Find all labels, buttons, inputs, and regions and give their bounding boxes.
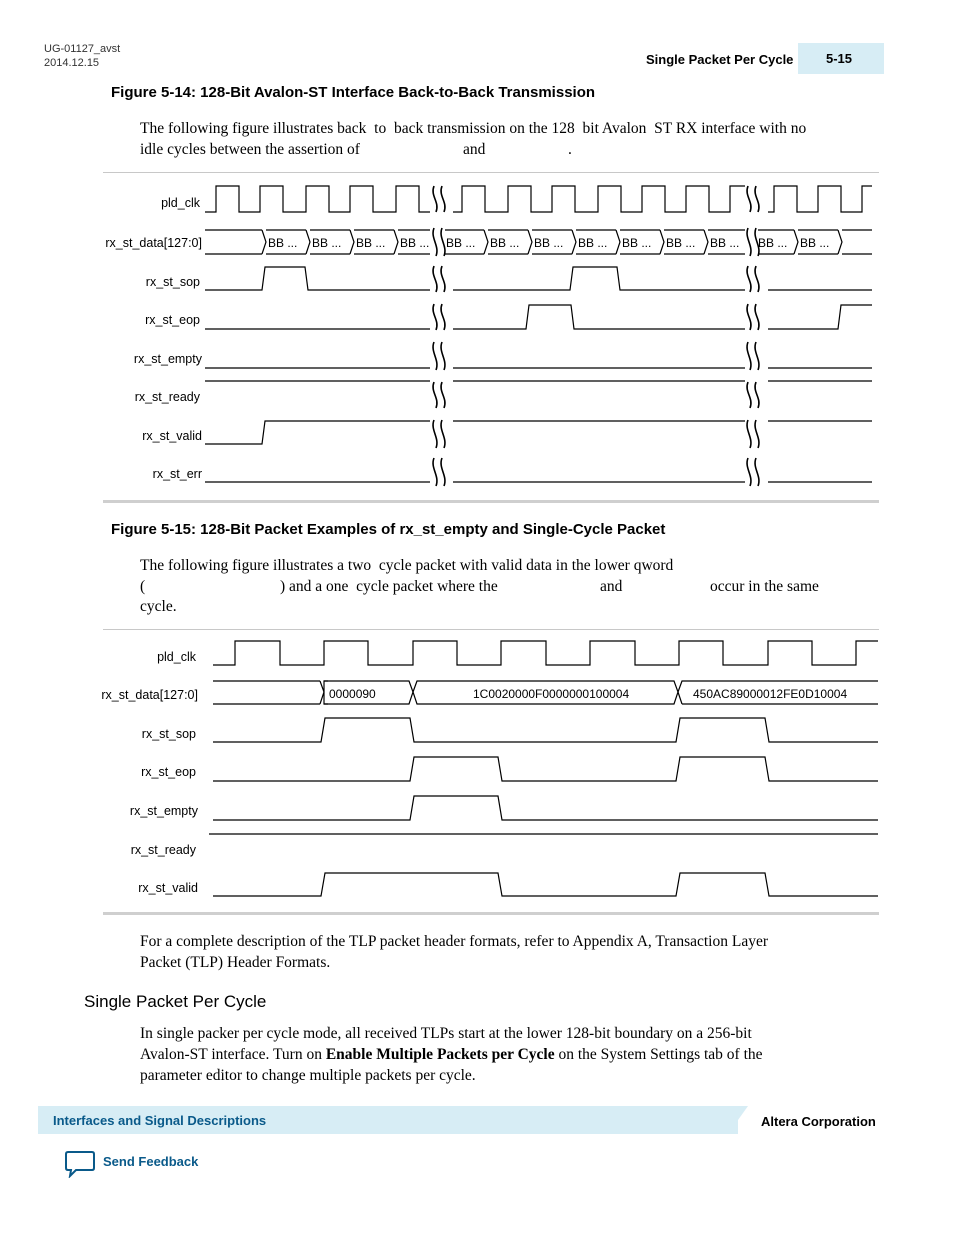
figure-caption-line: idle cycles between the assertion of: [140, 141, 360, 158]
pld-clk-wave: [213, 641, 878, 665]
data-cell-label: BB ...: [666, 236, 696, 250]
figure-caption-word: and: [600, 578, 623, 595]
pld-clk-wave: [205, 186, 430, 212]
signal-label: pld_clk: [157, 650, 196, 664]
data-cell-label: BB ...: [534, 236, 564, 250]
footer-bar-slant: [728, 1106, 748, 1134]
waveform-diagram-1: [0, 172, 954, 502]
signal-label: pld_clk: [161, 196, 200, 210]
tlp-reference-line: Packet (TLP) Header Formats.: [140, 954, 331, 971]
data-cell-label: 0000090: [329, 687, 376, 701]
signal-label: rx_st_empty: [129, 804, 198, 818]
data-cell-label: 1C0020000F0000000100004: [473, 687, 630, 701]
rx-st-sop-wave: [205, 267, 430, 290]
section-heading: Single Packet Per Cycle: [84, 992, 267, 1011]
page-number: 5-15: [826, 51, 853, 66]
figure-title: Figure 5-14: 128-Bit Avalon-ST Interface Back-to-Back Transmission: [111, 84, 596, 101]
data-cell-label: BB ...: [490, 236, 520, 250]
rx-st-valid-wave: [213, 873, 878, 896]
rx-st-eop-wave: [768, 305, 872, 329]
pld-clk-wave: [453, 186, 745, 212]
signal-label: rx_st_eop: [145, 313, 200, 327]
signal-label: rx_st_ready: [134, 390, 200, 404]
rx-st-sop-wave: [453, 267, 745, 290]
figure-caption-word: and: [463, 141, 486, 158]
figure-title: Figure 5-15: 128-Bit Packet Examples of rx_st_empty and Single-Cycle Packet: [111, 521, 666, 538]
data-cell-label: 450AC89000012FE0D10004: [693, 687, 848, 701]
break-markers: [433, 186, 759, 486]
signal-label: rx_st_ready: [130, 843, 196, 857]
figure-caption-word: occur in the same: [710, 578, 819, 595]
data-cell-label: BB ...: [578, 236, 608, 250]
signal-label: rx_st_err: [152, 467, 202, 481]
rx-st-sop-wave: [213, 718, 878, 742]
paragraph-line: parameter editor to change multiple packets per cycle.: [140, 1067, 476, 1084]
figure-bottom-rule: [103, 912, 879, 915]
footer-chapter-link[interactable]: Interfaces and Signal Descriptions: [53, 1113, 267, 1128]
doc-id-block: [44, 42, 120, 70]
setting-name: Enable Multiple Packets per Cycle: [325, 1046, 555, 1063]
paragraph-text: on the System Settings tab of the: [554, 1046, 763, 1063]
signal-label: rx_st_sop: [141, 727, 196, 741]
tlp-reference-line: For a complete description of the TLP packet header formats, refer to Appendix A, Transaction Layer: [140, 933, 768, 950]
doc-date: 2014.12.15: [44, 57, 100, 69]
figure-bottom-rule: [103, 500, 879, 503]
signal-label: rx_st_valid: [138, 881, 198, 895]
paragraph-line: [140, 1044, 763, 1065]
data-cell-label: BB ...: [710, 236, 740, 250]
doc-id: UG-01127_avst: [44, 43, 121, 55]
signal-label: rx_st_data[127:0]: [101, 688, 198, 702]
paragraph-line: In single packer per cycle mode, all received TLPs start at the lower 128-bit boundary on a 256-bit: [140, 1025, 752, 1042]
signal-label: rx_st_empty: [133, 352, 202, 366]
rx-st-eop-wave: [453, 305, 745, 329]
paragraph-text: Avalon-ST interface. Turn on: [140, 1046, 326, 1063]
data-cell-label: BB ...: [758, 236, 788, 250]
figure-caption-line: The following figure illustrates back to back transmission on the 128 bit Avalon ST RX interface with no: [140, 120, 807, 137]
rx-st-eop-wave: [213, 757, 878, 781]
data-cell-label: BB ...: [312, 236, 342, 250]
figure-caption-word: (: [140, 578, 146, 595]
rx-st-valid-wave: [205, 421, 430, 444]
figure-caption-line: The following figure illustrates a two cycle packet with valid data in the lower qword: [140, 557, 674, 574]
signal-label: rx_st_valid: [142, 429, 202, 443]
footer-company: Altera Corporation: [761, 1114, 876, 1129]
data-cell-label: BB ...: [622, 236, 652, 250]
signal-label: rx_st_data[127:0]: [105, 236, 202, 250]
data-cell-label: BB ...: [446, 236, 476, 250]
signal-label: rx_st_sop: [145, 275, 200, 289]
send-feedback-link[interactable]: Send Feedback: [103, 1154, 199, 1169]
rx-st-empty-wave: [213, 796, 878, 820]
data-cell-label: BB ...: [400, 236, 430, 250]
data-cell-label: BB ...: [268, 236, 298, 250]
pld-clk-wave: [768, 186, 872, 212]
data-cell-label: BB ...: [356, 236, 386, 250]
data-cell-label: BB ...: [800, 236, 830, 250]
signal-label: rx_st_eop: [141, 765, 196, 779]
figure-caption-line: ) and a one cycle packet where the: [280, 578, 498, 595]
figure-caption-word: .: [568, 141, 572, 158]
figure-caption-line: cycle.: [140, 598, 177, 615]
speech-bubble-icon[interactable]: [64, 1150, 96, 1178]
waveform-diagram-2: [0, 629, 954, 913]
running-header-title: Single Packet Per Cycle: [646, 52, 794, 67]
